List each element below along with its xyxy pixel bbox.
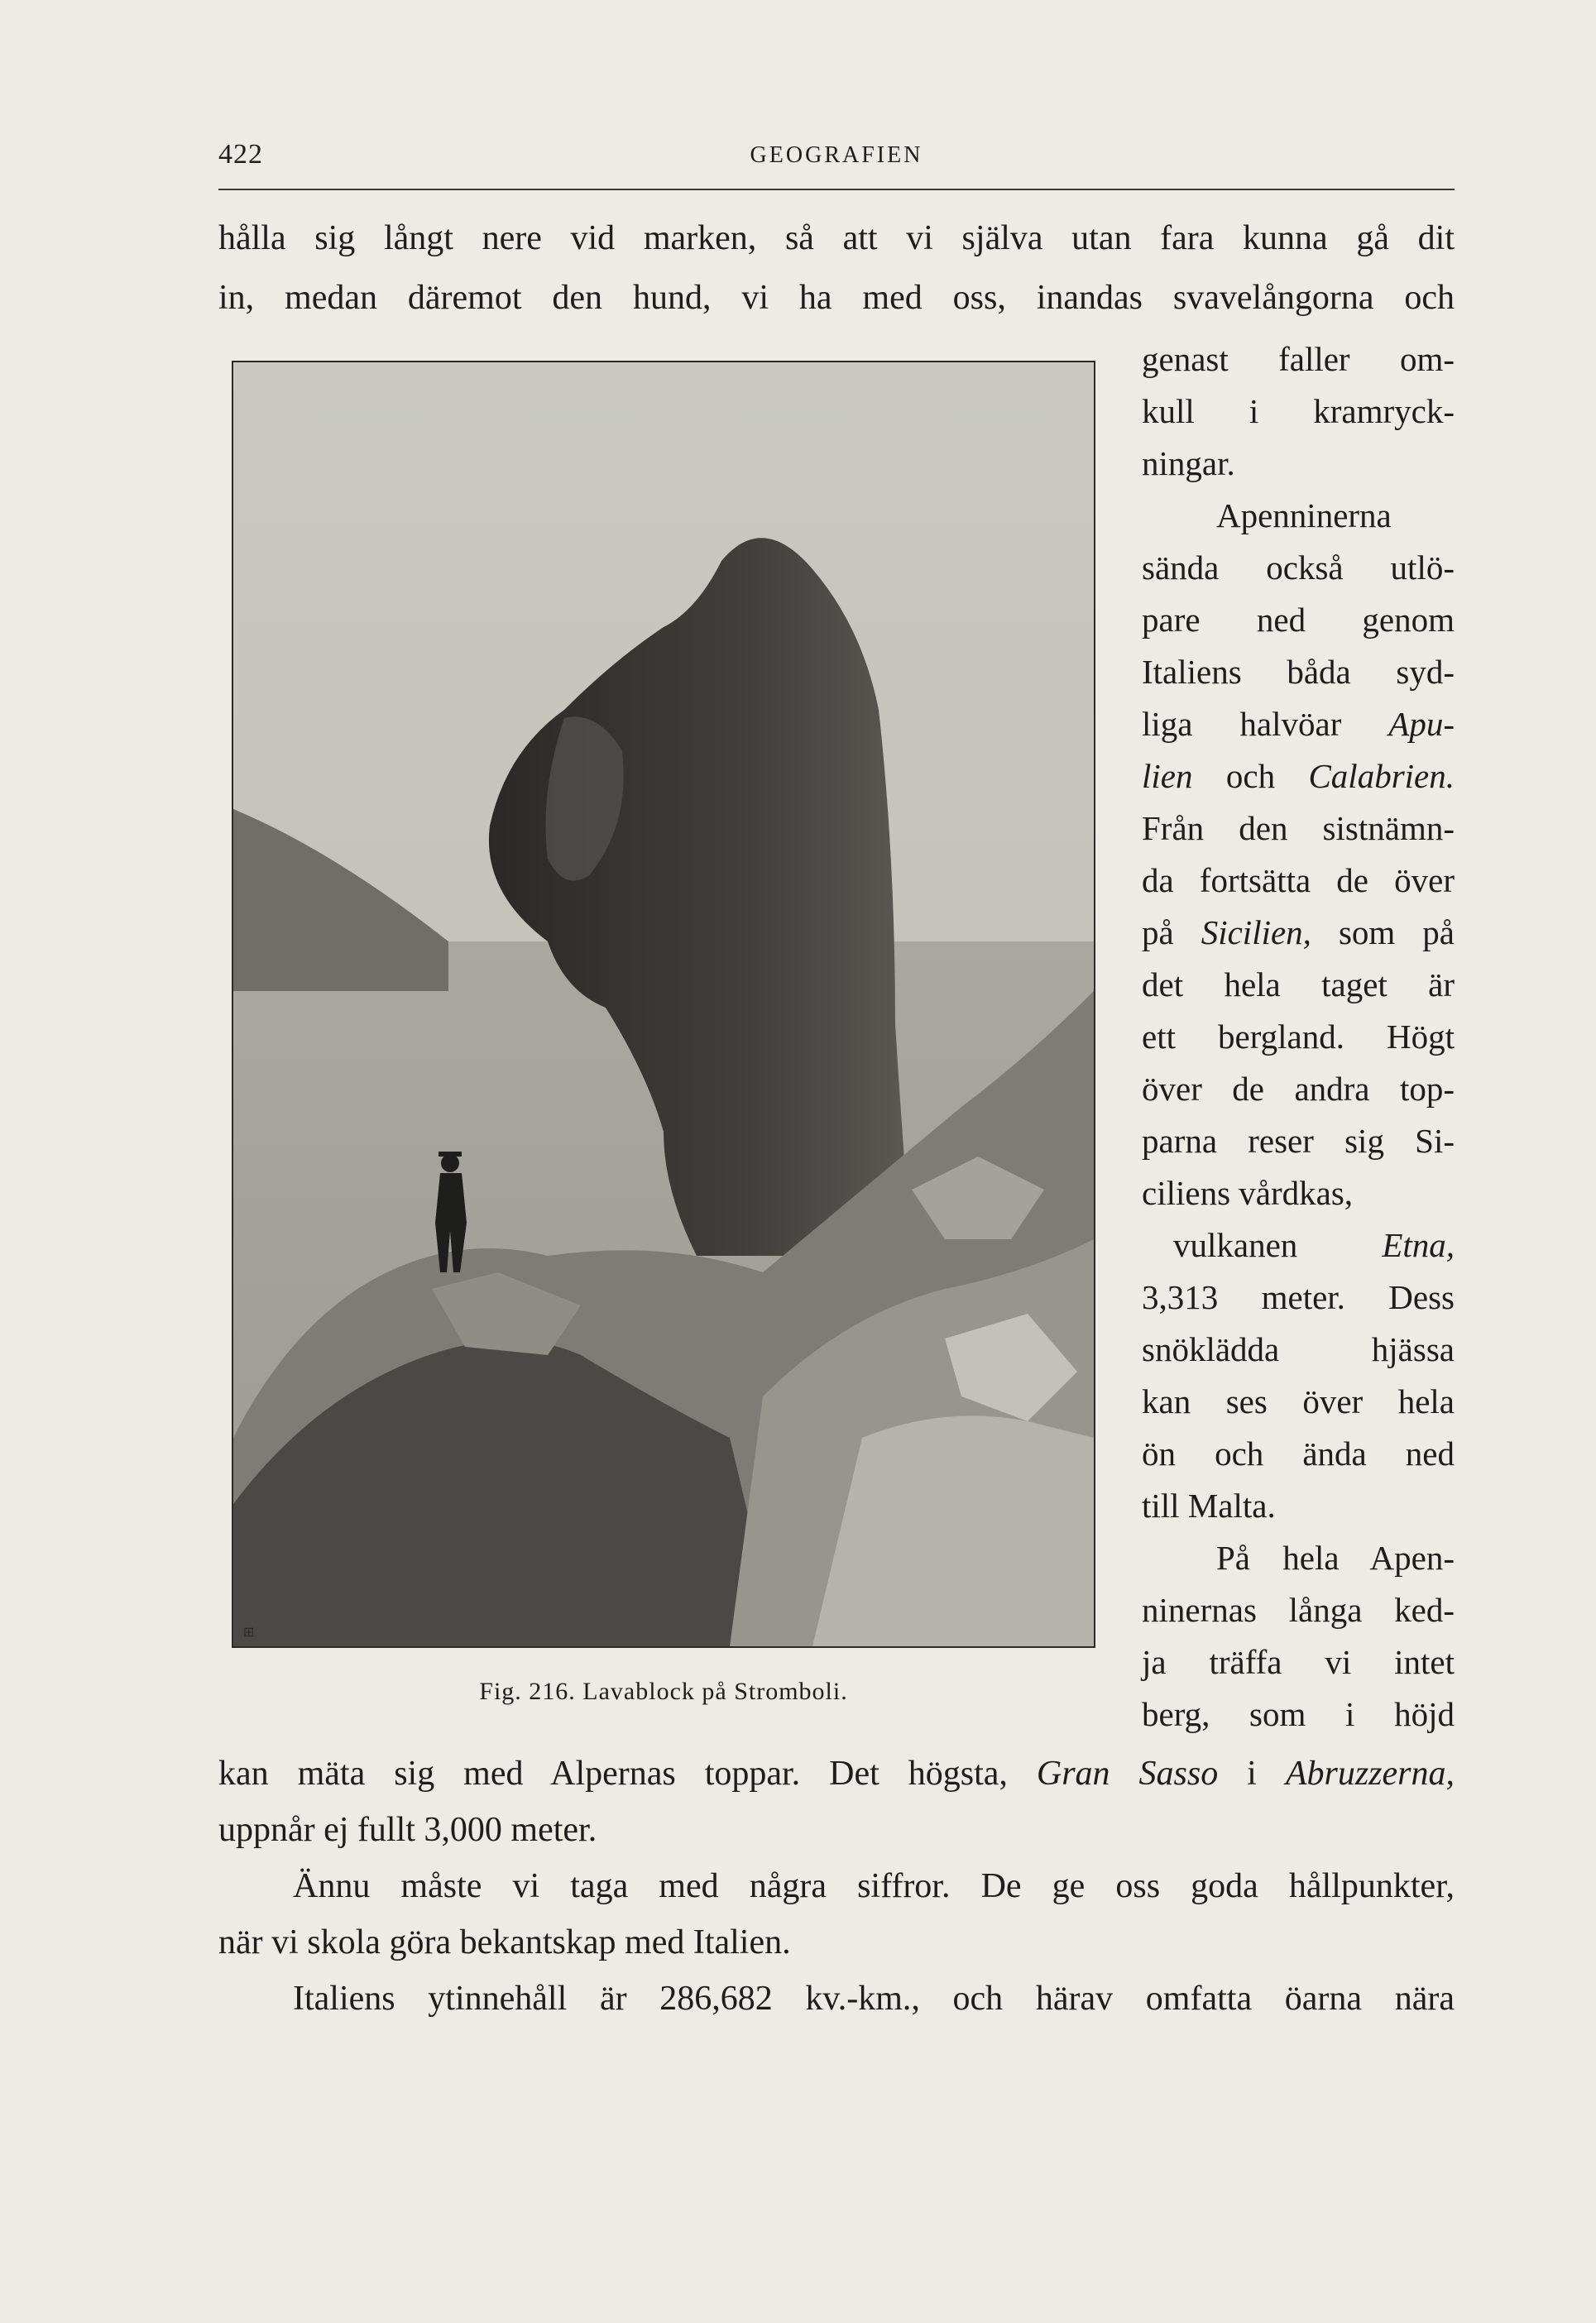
italic-term: Gran Sasso [1036,1755,1219,1793]
side-text-line: ningar. [1142,444,1235,482]
side-text-line: kull i kramryck- [1142,392,1455,430]
italic-term: Apu- [1388,705,1455,743]
side-text-line: vulkanen Etna, [1173,1226,1455,1264]
side-text-line: kan ses över hela [1142,1382,1455,1420]
running-head: GEOGRAFIEN [750,142,923,168]
text-line: när vi skola göra bekantskap med Italien. [218,1923,791,1961]
side-text-line: da fortsätta de över [1142,861,1455,899]
italic-term: Etna, [1382,1226,1455,1264]
italic-term: lien [1142,757,1193,795]
italic-term: Calabrien. [1308,757,1455,795]
side-text-line: parna reser sig Si- [1142,1122,1455,1160]
header-rule [218,189,1455,190]
svg-text:⊞: ⊞ [243,1624,255,1640]
text-line: kan mäta sig med Alpernas toppar. Det högsta, Gran Sasso i Abruzzerna, [218,1755,1455,1793]
side-text-line: det hela taget är [1142,965,1455,1003]
side-text-line: På hela Apen- [1216,1539,1455,1577]
side-text-line: pare ned genom [1142,601,1455,639]
side-text-line: 3,313 meter. Dess [1142,1278,1455,1316]
text-line: uppnår ej fullt 3,000 meter. [218,1811,597,1849]
figure-caption: Fig. 216. Lavablock på Stromboli. [479,1678,848,1705]
text-line: in, medan däremot den hund, vi ha med oss, inandas svavelångorna och [218,279,1455,317]
page-number: 422 [218,139,263,170]
side-text-line: Från den sistnämn- [1142,809,1455,847]
side-text-line: ett bergland. Högt [1142,1018,1455,1056]
italic-term: Abruzzerna, [1285,1755,1455,1793]
side-text-line: till Malta. [1142,1487,1276,1525]
page-header [218,139,1455,189]
side-text-line: snöklädda hjässa [1142,1330,1455,1368]
text-line: hålla sig långt nere vid marken, så att vi själva utan fara kunna gå dit [218,219,1455,257]
side-text-line: sända också utlö- [1142,548,1455,587]
figure-photo [232,361,1095,1648]
side-text-line: lien och Calabrien. [1142,757,1455,795]
side-text-line: berg, som i höjd [1142,1695,1455,1733]
side-text-line: ja träffa vi intet [1142,1643,1455,1681]
text-line: Italiens ytinnehåll är 286,682 kv.-km., och härav omfatta öarna nära [293,1980,1455,2018]
side-text-line: Apenninerna [1216,496,1392,534]
text-line: Ännu måste vi taga med några siffror. De ge oss goda hållpunkter, [293,1867,1455,1905]
side-text-line: ciliens vårdkas, [1142,1174,1354,1212]
side-text-line: Italiens båda syd- [1142,653,1455,691]
italic-term: Sicilien, [1201,913,1311,951]
lava-block-photo [233,362,1094,1646]
side-text-line: ninernas långa ked- [1142,1591,1455,1629]
side-text-line: liga halvöar Apu- [1142,705,1455,743]
side-text-line: över de andra top- [1142,1070,1455,1108]
side-text-line: genast faller om- [1142,340,1455,378]
side-text-line: på Sicilien, som på [1142,913,1455,951]
side-text-line: ön och ända ned [1142,1435,1455,1473]
